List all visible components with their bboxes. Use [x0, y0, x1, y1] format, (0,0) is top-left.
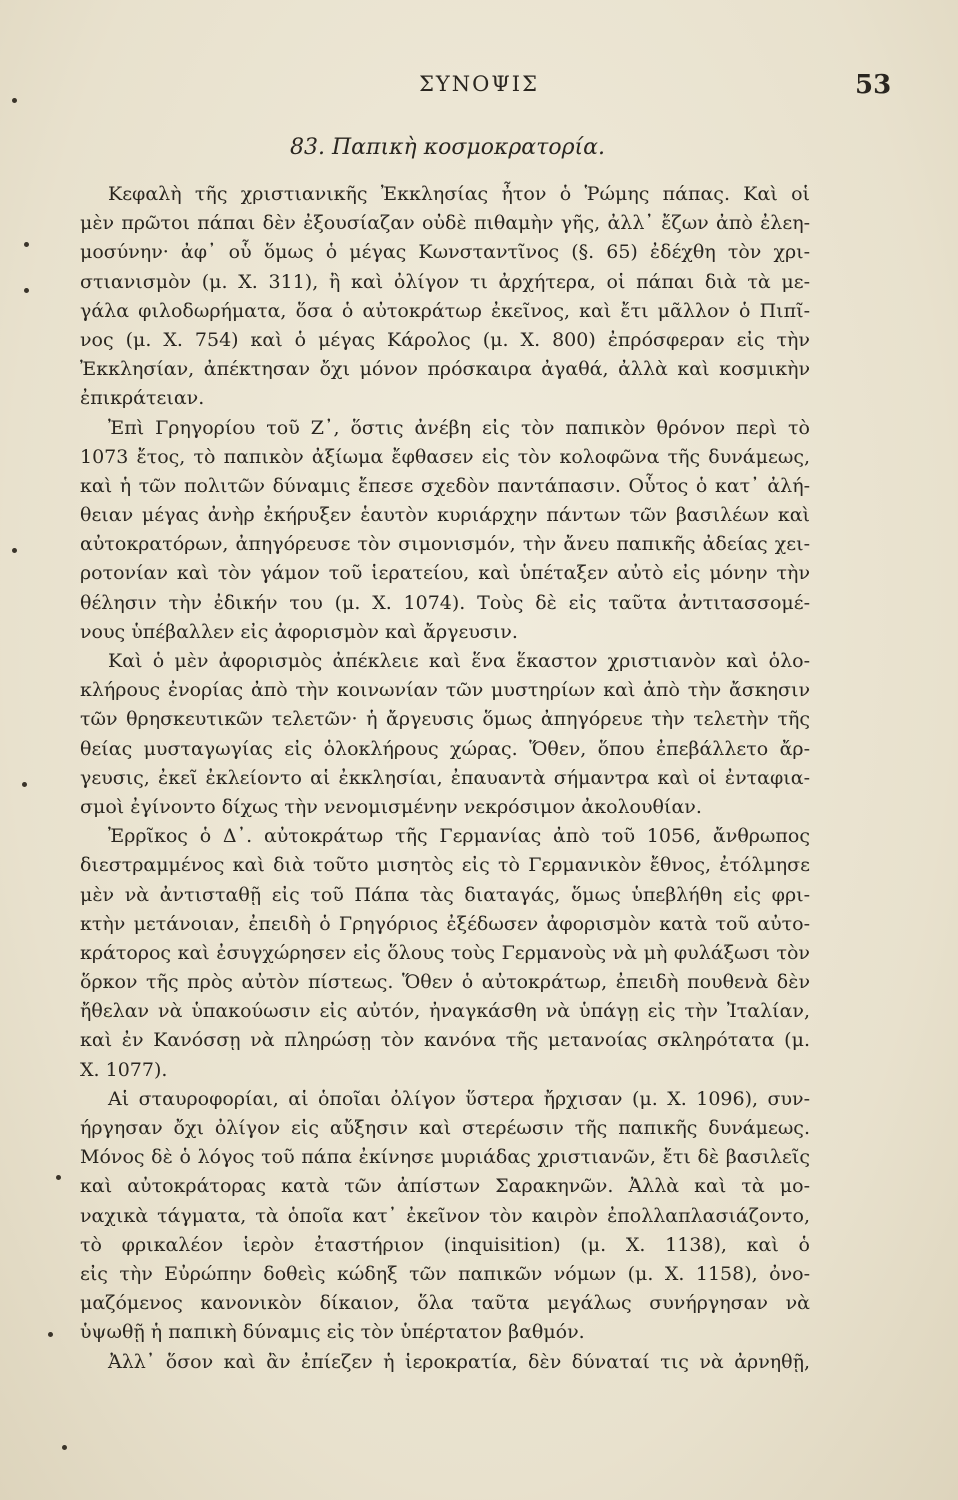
text-line: Καὶ ὁ μὲν ἀφορισμὸς ἀπέκλειε καὶ ἕνα ἕκαστον χριστιανὸν καὶ ὁλο-: [108, 650, 810, 672]
text-line: ὑψωθῇ ἡ παπικὴ δύναμις εἰς τὸν ὑπέρτατον βαθμόν.: [80, 1321, 585, 1344]
text-line: Μόνος δὲ ὁ λόγος τοῦ πάπα ἐκίνησε μυριάδας χριστιανῶν, ἔτι δὲ βασιλεῖς: [80, 1146, 810, 1169]
ink-speck: [12, 98, 17, 103]
text-line: μὲν νὰ ἀντισταθῇ εἰς τοῦ Πάπα τὰς διαταγάς, ὅμως ὑπεβλήθη εἰς φρι-: [80, 883, 810, 906]
text-line: στιανισμὸν (μ. Χ. 311), ἢ καὶ ὀλίγον τι ἀρχήτερα, οἱ πάπαι διὰ τὰ με-: [80, 270, 810, 293]
ink-speck: [12, 548, 17, 553]
text-line: σμοὶ ἐγίνοντο δίχως τὴν νενομισμένην νεκρόσιμον ἀκολουθίαν.: [80, 795, 702, 818]
text-line: Ἀλλ᾽ ὅσον καὶ ἂν ἐπίεζεν ἡ ἱεροκρατία, δὲν δύναταί τις νὰ ἀρνηθῇ,: [108, 1350, 810, 1373]
text-line: αὐτοκρατόρων, ἀπηγόρευσε τὸν σιμονισμόν, τὴν ἄνευ παπικῆς ἀδείας χει-: [80, 533, 810, 556]
page-number: 53: [855, 70, 892, 100]
text-line: καὶ αὐτοκράτορας κατὰ τῶν ἀπίστων Σαρακηνῶν. Ἀλλὰ καὶ τὰ μο-: [80, 1175, 810, 1198]
text-line: τῶν θρησκευτικῶν τελετῶν· ἡ ἄργευσις ὅμως ἀπηγόρευε τὴν τελετὴν τῆς: [80, 708, 810, 731]
text-line: ὅρκον τῆς πρὸς αὐτὸν πίστεως. Ὅθεν ὁ αὐτοκράτωρ, ἐπειδὴ πουθενὰ δὲν: [80, 971, 810, 994]
text-line: [80, 1377, 810, 1406]
text-line: [80, 1406, 810, 1435]
text-line: Χ. 1077).: [80, 1058, 168, 1081]
text-line: Ἐκκλησίαν, ἀπέκτησαν ὄχι μόνον πρόσκαιρα ἀγαθά, ἀλλὰ καὶ κοσμικὴν: [80, 358, 810, 381]
text-line: 1073 ἔτος, τὸ παπικὸν ἀξίωμα ἔφθασεν εἰς τὸν κολοφῶνα τῆς δυνάμεως,: [80, 445, 810, 468]
text-line: διεστραμμένος καὶ διὰ τοῦτο μισητὸς εἰς τὸ Γερμανικὸν ἔθνος, ἐτόλμησε: [80, 854, 810, 877]
ink-speck: [48, 1332, 53, 1337]
text-line: κλήρους ἐνορίας ἀπὸ τὴν κοινωνίαν τῶν μυστηρίων καὶ ἀπὸ τὴν ἄσκησιν: [80, 679, 810, 702]
text-line: καὶ ἡ τῶν πολιτῶν δύναμις ἔπεσε σχεδὸν παντάπασιν. Οὗτος ὁ κατ᾽ ἀλή-: [80, 474, 810, 497]
text-line: Κεφαλὴ τῆς χριστιανικῆς Ἐκκλησίας ἦτον ὁ Ῥώμης πάπας. Καὶ οἱ: [108, 183, 810, 205]
text-line: ἤθελαν νὰ ὑπακούωσιν εἰς αὐτόν, ἠναγκάσθη νὰ ὑπάγῃ εἰς τὴν Ἰταλίαν,: [80, 1000, 810, 1023]
text-line: μοσύνην· ἀφ᾽ οὗ ὅμως ὁ μέγας Κωνσταντῖνος (§. 65) ἐδέχθη τὸν χρι-: [80, 241, 810, 264]
text-line: ήργησαν ὄχι ὀλίγον εἰς αὔξησιν καὶ στερέωσιν τῆς παπικῆς δυνάμεως.: [80, 1117, 810, 1139]
text-line: Ἐρρῖκος ὁ Δ᾽. αὐτοκράτωρ τῆς Γερμανίας ἀπὸ τοῦ 1056, ἄνθρωπος: [108, 825, 810, 848]
text-line: καὶ ἐν Κανόσσῃ νὰ πληρώσῃ τὸν κανόνα τῆς μετανοίας σκληρότατα (μ.: [80, 1029, 810, 1052]
text-line: τὸ φρικαλέον ἱερὸν ἐταστήριον (inquisition) (μ. Χ. 1138), καὶ ὁ: [80, 1233, 810, 1256]
text-line: θειαν μέγας ἀνὴρ ἐκήρυξεν ἑαυτὸν κυριάρχην πάντων τῶν βασιλέων καὶ: [80, 504, 810, 527]
text-line: γευσις, ἐκεῖ ἐκλείοντο αἱ ἐκκλησίαι, ἐπαυαντὰ σήμαντρα καὶ οἱ ἐνταφια-: [80, 766, 810, 789]
text-line: κράτορος καὶ ἐσυγχώρησεν εἰς ὅλους τοὺς Γερμανοὺς νὰ μὴ φυλάξωσι τὸν: [80, 941, 810, 964]
text-line: γάλα φιλοδωρήματα, ὅσα ὁ αὐτοκράτωρ ἐκεῖνος, καὶ ἔτι μᾶλλον ὁ Πιπῖ-: [80, 299, 810, 322]
text-line: Αἱ σταυροφορίαι, αἱ ὁποῖαι ὀλίγον ὕστερα ἤρχισαν (μ. Χ. 1096), συν-: [108, 1087, 810, 1110]
text-line: ροτονίαν καὶ τὸν γάμον τοῦ ἱερατείου, καὶ ὑπέταξεν αὐτὸ εἰς μόνην τὴν: [80, 562, 810, 585]
text-line: θείας μυσταγωγίας εἰς ὁλοκλήρους χώρας. Ὅθεν, ὅπου ἐπεβάλλετο ἄρ-: [80, 737, 810, 760]
text-line: μὲν πρῶτοι πάπαι δὲν ἐξουσίαζαν οὐδὲ πιθαμὴν γῆς, ἀλλ᾽ ἔζων ἀπὸ ἐλεη-: [80, 212, 810, 235]
text-line: Ἐπὶ Γρηγορίου τοῦ Ζ᾽, ὅστις ἀνέβη εἰς τὸν παπικὸν θρόνον περὶ τὸ: [108, 416, 810, 439]
text-line: θέλησιν τὴν ἐδικήν του (μ. Χ. 1074). Τοὺς δὲ εἰς ταῦτα ἀντιτασσομέ-: [80, 591, 810, 614]
text-line: ναχικὰ τάγματα, τὰ ὁποῖα κατ᾽ ἐκεῖνον τὸν καιρὸν ἐπολλαπλασιάζοντο,: [80, 1204, 810, 1227]
text-line: ἐπικράτειαν.: [80, 387, 205, 410]
ink-speck: [56, 1175, 61, 1180]
ink-speck: [62, 1445, 67, 1450]
text-line: μαζόμενος κανονικὸν δίκαιον, ὅλα ταῦτα μεγάλως συνήργησαν νὰ: [80, 1292, 810, 1315]
text-line: εἰς τὴν Εὐρώπην δοθεὶς κώδηξ τῶν παπικῶν νόμων (μ. Χ. 1158), ὀνο-: [80, 1262, 810, 1285]
text-line: νους ὑπέβαλλεν εἰς ἀφορισμὸν καὶ ἄργευσιν.: [80, 620, 518, 643]
running-header: ΣΥΝΟΨΙΣ: [419, 72, 539, 96]
section-heading: 83. Παπικὴ κοσμοκρατορία.: [290, 135, 605, 160]
body-text: [80, 180, 810, 1464]
ink-speck: [22, 782, 27, 787]
ink-speck: [24, 242, 29, 247]
text-line: κτὴν μετάνοιαν, ἐπειδὴ ὁ Γρηγόριος ἐξέδωσεν ἀφορισμὸν κατὰ τοῦ αὐτο-: [80, 912, 810, 935]
text-line: [80, 1435, 810, 1464]
ink-speck: [24, 288, 29, 293]
text-line: νος (μ. Χ. 754) καὶ ὁ μέγας Κάρολος (μ. Χ. 800) ἐπρόσφεραν εἰς τὴν: [80, 328, 810, 351]
